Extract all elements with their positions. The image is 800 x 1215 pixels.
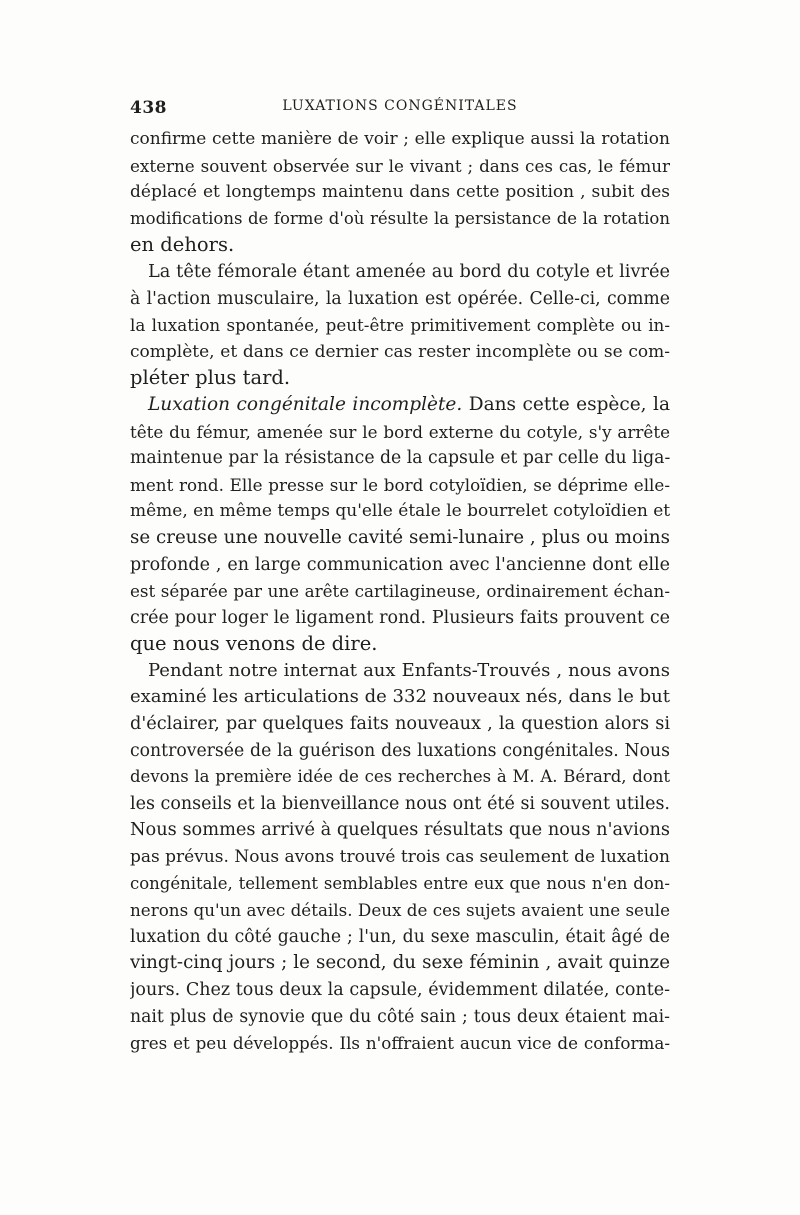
text-line: Pendant notre internat aux Enfants-Trouvés , nous avons xyxy=(148,659,670,681)
text-line: congénitale, tellement semblables entre eux que nous n'en don- xyxy=(130,873,670,893)
text-line: vingt-cinq jours ; le second, du sexe féminin , avait quinze xyxy=(130,952,670,974)
text-line: ment rond. Elle presse sur le bord cotyloïdien, se déprime elle- xyxy=(130,474,670,495)
text-line: profonde , en large communication avec l'ancienne dont elle xyxy=(130,554,670,575)
text-line: devons la première idée de ces recherches à M. A. Bérard, dont xyxy=(130,767,670,787)
text-line: luxation du côté gauche ; l'un, du sexe masculin, était âgé de xyxy=(130,926,670,947)
text-line: déplacé et longtemps maintenu dans cette position , subit des xyxy=(130,182,670,203)
text-line: d'éclairer, par quelques faits nouveaux , la question alors si xyxy=(130,714,670,735)
text-line: crée pour loger le ligament rond. Plusieurs faits prouvent ce xyxy=(130,607,670,628)
text-line: complète, et dans ce dernier cas rester incomplète ou se com- xyxy=(130,341,670,362)
running-title: LUXATIONS CONGÉNITALES xyxy=(282,98,518,114)
text-line: confirme cette manière de voir ; elle explique aussi la rotation xyxy=(130,129,670,149)
text-line: les conseils et la bienveillance nous ont été si souvent utiles. xyxy=(130,793,670,814)
text-line-rest: Dans cette espèce, la xyxy=(462,393,670,415)
text-line: à l'action musculaire, la luxation est opérée. Celle-ci, comme xyxy=(130,288,670,309)
page-header xyxy=(130,98,670,122)
text-line: est séparée par une arête cartilagineuse, ordinairement échan- xyxy=(130,581,670,602)
text-line: que nous venons de dire. xyxy=(130,632,378,656)
text-line: la luxation spontanée, peut-être primitivement complète ou in- xyxy=(130,315,670,336)
text-line: La tête fémorale étant amenée au bord du cotyle et livrée xyxy=(148,261,670,282)
text-line: se creuse une nouvelle cavité semi-lunaire , plus ou moins xyxy=(130,526,670,548)
text-line: tête du fémur, amenée sur le bord externe du cotyle, s'y arrête xyxy=(130,421,670,442)
text-line: externe souvent observée sur le vivant ; dans ces cas, le fémur xyxy=(130,155,670,176)
text-line: jours. Chez tous deux la capsule, évidemment dilatée, conte- xyxy=(130,980,670,1000)
page-number: 438 xyxy=(130,98,167,118)
text-line: controversée de la guérison des luxations congénitales. Nous xyxy=(130,740,670,761)
text-line: nerons qu'un avec détails. Deux de ces sujets avaient une seule xyxy=(130,900,670,921)
text-line: gres et peu développés. Ils n'offraient aucun vice de conforma- xyxy=(130,1033,670,1054)
text-line: même, en même temps qu'elle étale le bourrelet cotyloïdien et xyxy=(130,501,670,522)
text-line: pléter plus tard. xyxy=(130,366,291,390)
text-line: examiné les articulations de 332 nouveaux nés, dans le but xyxy=(130,686,670,708)
body-text xyxy=(130,126,670,1057)
text-line xyxy=(130,392,670,419)
text-line: maintenue par la résistance de la capsule et par celle du liga- xyxy=(130,448,670,469)
text-line: en dehors. xyxy=(130,233,235,257)
text-line: pas prévus. Nous avons trouvé trois cas seulement de luxation xyxy=(130,847,670,868)
text-line: modifications de forme d'où résulte la persistance de la rotation xyxy=(130,208,670,228)
section-heading-italic: Luxation congénitale incomplète. xyxy=(148,393,463,415)
text-line: nait plus de synovie que du côté sain ; tous deux étaient mai- xyxy=(130,1006,670,1027)
text-line: Nous sommes arrivé à quelques résultats que nous n'avions xyxy=(130,820,670,841)
